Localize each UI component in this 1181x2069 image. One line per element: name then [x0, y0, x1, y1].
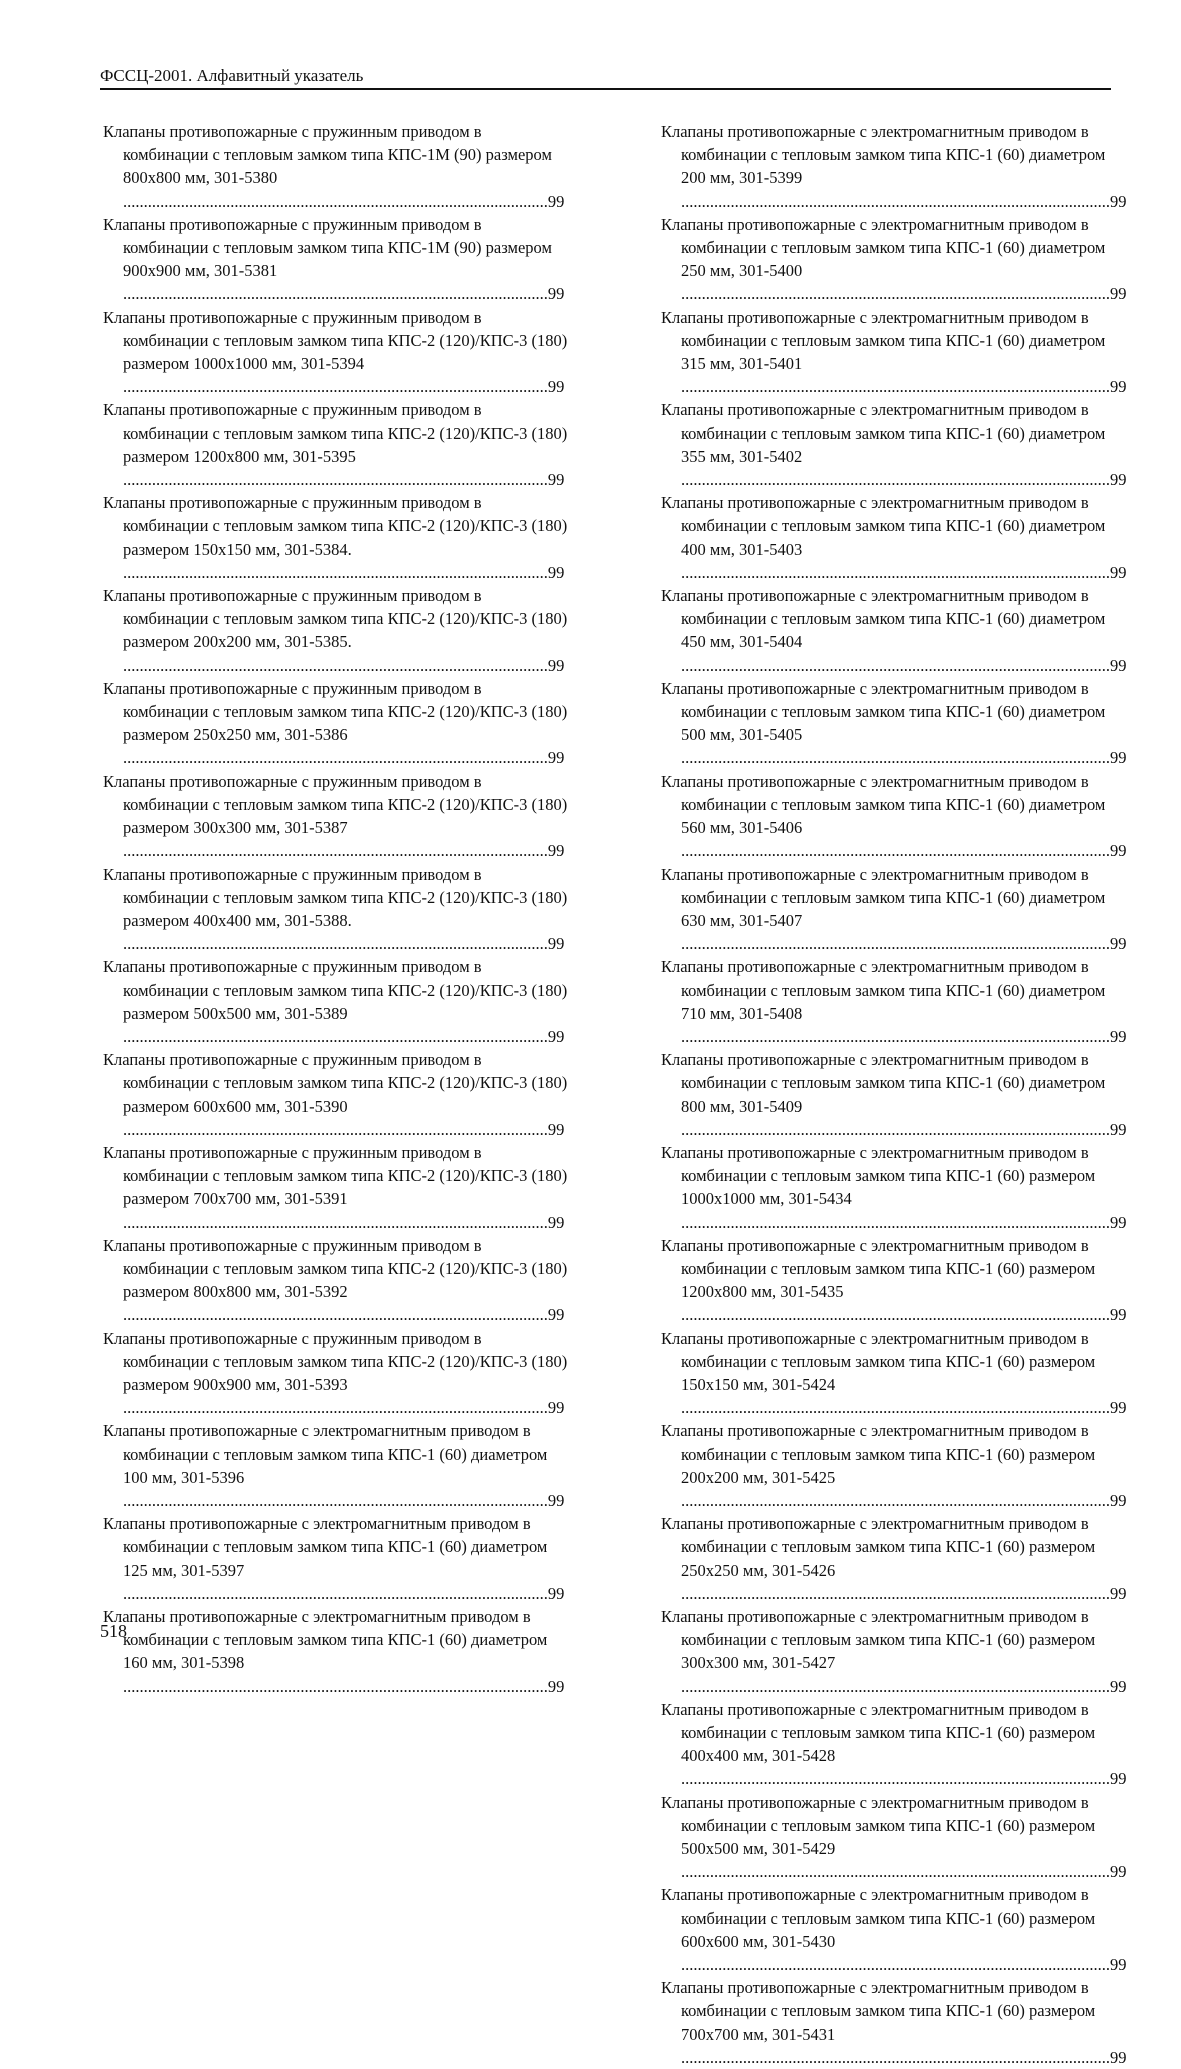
index-entry — [103, 213, 569, 306]
index-entry — [103, 1605, 569, 1698]
index-entry — [103, 1141, 569, 1234]
index-entry-text: Клапаны противопожарные с пружинным приводом в комбинации с тепловым замком типа КПС-2 (120)/КПС-3 (180) размером 800х800 мм, 301-5392 — [103, 1235, 568, 1302]
dot-leader: ....................................................................................................... — [123, 1398, 548, 1418]
index-entry-page: 99 — [1110, 1212, 1127, 1232]
index-entry-page: 99 — [1110, 1955, 1127, 1975]
index-entry-text: Клапаны противопожарные с электромагнитным приводом в комбинации с тепловым замком типа КПС-1 (60) диаметром 160 мм, 301-5398 — [103, 1607, 548, 1673]
index-entry-text: Клапаны противопожарные с пружинным приводом в комбинации с тепловым замком типа КПС-2 (120)/КПС-3 (180) размером 1000х1000 мм, 301-5394 — [103, 307, 568, 374]
index-entry-text: Клапаны противопожарные с пружинным приводом в комбинации с тепловым замком типа КПС-1М (90) размером 900х900 мм, 301-5381 — [103, 214, 552, 281]
dot-leader: ....................................................................................................... — [123, 1676, 548, 1696]
index-entry — [103, 306, 569, 399]
index-entry-page: 99 — [547, 655, 565, 675]
index-entry — [103, 491, 569, 584]
index-entry-text: Клапаны противопожарные с пружинным приводом в комбинации с тепловым замком типа КПС-2 (120)/КПС-3 (180) размером 600х600 мм, 301-5390 — [103, 1050, 568, 1116]
index-entry-text: Клапаны противопожарные с пружинным приводом в комбинации с тепловым замком типа КПС-2 (120)/КПС-3 (180) размером 700х700 мм, 301-5391 — [103, 1142, 568, 1209]
dot-leader: ....................................................................................................... — [123, 1212, 548, 1232]
index-entry-page: 99 — [1110, 284, 1127, 304]
index-entry-page: 99 — [1110, 1769, 1127, 1789]
index-entry-page: 99 — [1110, 1398, 1127, 1418]
index-entry-page: 99 — [547, 841, 565, 861]
index-entry-text: Клапаны противопожарные с пружинным приводом в комбинации с тепловым замком типа КПС-2 (120)/КПС-3 (180) размером 500х500 мм, 301-5389 — [103, 957, 568, 1023]
index-entry — [661, 1512, 1131, 1605]
index-entry-text: Клапаны противопожарные с электромагнитным приводом в комбинации с тепловым замком типа КПС-1 (60) диаметром 355 мм, 301-5402 — [661, 400, 1106, 466]
index-entry — [661, 398, 1131, 491]
index-entry — [661, 1419, 1131, 1512]
index-entry-text: Клапаны противопожарные с электромагнитным приводом в комбинации с тепловым замком типа КПС-1 (60) диаметром 710 мм, 301-5408 — [661, 957, 1106, 1023]
index-entry-page: 99 — [547, 562, 565, 582]
dot-leader: ....................................................................................................... — [123, 1026, 548, 1046]
index-entry — [103, 1419, 569, 1512]
index-entry-page: 99 — [547, 1212, 565, 1232]
index-entry-page: 99 — [547, 1305, 565, 1325]
dot-leader: ....................................................................................................... — [123, 1305, 548, 1325]
index-entry — [661, 1883, 1131, 1976]
index-entry-text: Клапаны противопожарные с пружинным приводом в комбинации с тепловым замком типа КПС-1М (90) размером 800х800 мм, 301-5380 — [103, 122, 552, 188]
index-entry-page: 99 — [1110, 655, 1127, 675]
index-entry — [103, 955, 569, 1048]
dot-leader: ........................................................................................................ — [681, 841, 1110, 861]
index-entry-text: Клапаны противопожарные с электромагнитным приводом в комбинации с тепловым замком типа КПС-1 (60) диаметром 800 мм, 301-5409 — [661, 1050, 1106, 1116]
index-entry — [103, 398, 569, 491]
index-entry-text: Клапаны противопожарные с электромагнитным приводом в комбинации с тепловым замком типа КПС-1 (60) размером 600х600 мм, 301-5430 — [661, 1885, 1096, 1951]
index-entry-text: Клапаны противопожарные с электромагнитным приводом в комбинации с тепловым замком типа КПС-1 (60) размером 200х200 мм, 301-5425 — [661, 1421, 1096, 1487]
dot-leader: ........................................................................................................ — [681, 1398, 1110, 1418]
index-entry — [661, 1605, 1131, 1698]
dot-leader: ........................................................................................................ — [681, 562, 1110, 582]
index-entry-page: 99 — [547, 748, 565, 768]
dot-leader: ........................................................................................................ — [681, 1305, 1110, 1325]
index-entry-text: Клапаны противопожарные с электромагнитным приводом в комбинации с тепловым замком типа КПС-1 (60) диаметром 100 мм, 301-5396 — [103, 1421, 548, 1487]
index-entry-text: Клапаны противопожарные с электромагнитным приводом в комбинации с тепловым замком типа КПС-1 (60) диаметром 630 мм, 301-5407 — [661, 864, 1106, 930]
dot-leader: ....................................................................................................... — [123, 655, 548, 675]
index-entry — [661, 1048, 1131, 1141]
index-entry-text: Клапаны противопожарные с электромагнитным приводом в комбинации с тепловым замком типа КПС-1 (60) размером 1000х1000 мм, 301-5434 — [661, 1142, 1096, 1209]
index-entry-page: 99 — [1110, 470, 1127, 490]
index-entry-page: 99 — [547, 1398, 565, 1418]
index-entry — [661, 1141, 1131, 1234]
index-entry — [661, 120, 1131, 213]
index-entry-text: Клапаны противопожарные с электромагнитным приводом в комбинации с тепловым замком типа КПС-1 (60) размером 500х500 мм, 301-5429 — [661, 1792, 1096, 1859]
index-entry-text: Клапаны противопожарные с электромагнитным приводом в комбинации с тепловым замком типа КПС-1 (60) размером 150х150 мм, 301-5424 — [661, 1328, 1096, 1394]
dot-leader: ........................................................................................................ — [681, 1769, 1110, 1789]
index-entry-page: 99 — [547, 470, 565, 490]
index-entry-page: 99 — [547, 284, 565, 304]
index-entry — [661, 584, 1131, 677]
index-entry — [103, 677, 569, 770]
index-entry-text: Клапаны противопожарные с пружинным приводом в комбинации с тепловым замком типа КПС-2 (120)/КПС-3 (180) размером 900х900 мм, 301-5393 — [103, 1328, 568, 1394]
index-entry-text: Клапаны противопожарные с электромагнитным приводом в комбинации с тепловым замком типа КПС-1 (60) размером 700х700 мм, 301-5431 — [661, 1978, 1096, 2044]
index-entry — [103, 1327, 569, 1420]
index-column-right — [661, 120, 1131, 2069]
index-entry-page: 99 — [1110, 1862, 1127, 1882]
index-entry-text: Клапаны противопожарные с электромагнитным приводом в комбинации с тепловым замком типа КПС-1 (60) диаметром 315 мм, 301-5401 — [661, 307, 1106, 374]
dot-leader: ........................................................................................................ — [681, 191, 1110, 211]
header-title: ФССЦ-2001. Алфавитный указатель — [100, 66, 364, 85]
dot-leader: ....................................................................................................... — [123, 377, 548, 397]
index-entry-page: 99 — [547, 377, 565, 397]
index-entry — [103, 1234, 569, 1327]
index-entry — [661, 770, 1131, 863]
dot-leader: ........................................................................................................ — [681, 655, 1110, 675]
index-entry — [103, 584, 569, 677]
index-entry — [661, 306, 1131, 399]
index-entry-page: 99 — [1110, 1583, 1127, 1603]
dot-leader: ........................................................................................................ — [681, 1212, 1110, 1232]
index-entry-page: 99 — [547, 1676, 565, 1696]
dot-leader: ........................................................................................................ — [681, 1676, 1110, 1696]
dot-leader: ....................................................................................................... — [123, 841, 548, 861]
index-entry — [661, 1327, 1131, 1420]
index-entry-page: 99 — [547, 1119, 565, 1139]
index-entry-text: Клапаны противопожарные с электромагнитным приводом в комбинации с тепловым замком типа КПС-1 (60) размером 1200х800 мм, 301-5435 — [661, 1235, 1096, 1302]
index-entry-text: Клапаны противопожарные с электромагнитным приводом в комбинации с тепловым замком типа КПС-1 (60) размером 250х250 мм, 301-5426 — [661, 1514, 1096, 1580]
index-entry-page: 99 — [1110, 1026, 1127, 1046]
index-entry-page: 99 — [1110, 841, 1127, 861]
index-column-left — [103, 120, 569, 1698]
index-entry — [661, 213, 1131, 306]
index-entry-text: Клапаны противопожарные с электромагнитным приводом в комбинации с тепловым замком типа КПС-1 (60) диаметром 250 мм, 301-5400 — [661, 214, 1106, 281]
dot-leader: ....................................................................................................... — [123, 284, 548, 304]
dot-leader: ........................................................................................................ — [681, 934, 1110, 954]
dot-leader: ....................................................................................................... — [123, 1490, 548, 1510]
index-entry — [103, 120, 569, 213]
page-number: 518 — [100, 1621, 127, 1641]
index-entry-page: 99 — [1110, 562, 1127, 582]
index-entry-page: 99 — [1110, 1305, 1127, 1325]
index-entry-page: 99 — [547, 1026, 565, 1046]
index-entry — [661, 1976, 1131, 2069]
dot-leader: ........................................................................................................ — [681, 1026, 1110, 1046]
index-entry-page: 99 — [1110, 934, 1127, 954]
index-entry-page: 99 — [1110, 1676, 1127, 1696]
dot-leader: ........................................................................................................ — [681, 1490, 1110, 1510]
dot-leader: ....................................................................................................... — [123, 470, 548, 490]
index-entry-page: 99 — [1110, 1490, 1127, 1510]
index-entry — [661, 1791, 1131, 1884]
index-entry-page: 99 — [547, 1490, 565, 1510]
index-entry-page: 99 — [1110, 2047, 1127, 2067]
index-entry-page: 99 — [547, 191, 565, 211]
index-entry — [103, 1048, 569, 1141]
index-entry-text: Клапаны противопожарные с электромагнитным приводом в комбинации с тепловым замком типа КПС-1 (60) диаметром 400 мм, 301-5403 — [661, 493, 1106, 559]
index-entry-text: Клапаны противопожарные с электромагнитным приводом в комбинации с тепловым замком типа КПС-1 (60) диаметром 450 мм, 301-5404 — [661, 586, 1106, 652]
index-entry-text: Клапаны противопожарные с пружинным приводом в комбинации с тепловым замком типа КПС-2 (120)/КПС-3 (180) размером 250х250 мм, 301-5386 — [103, 678, 568, 745]
index-entry-text: Клапаны противопожарные с пружинным приводом в комбинации с тепловым замком типа КПС-2 (120)/КПС-3 (180) размером 400х400 мм, 301-5388. — [103, 864, 568, 930]
index-entry — [103, 1512, 569, 1605]
dot-leader: ........................................................................................................ — [681, 1583, 1110, 1603]
dot-leader: ........................................................................................................ — [681, 284, 1110, 304]
dot-leader: ........................................................................................................ — [681, 1119, 1110, 1139]
index-entry-text: Клапаны противопожарные с электромагнитным приводом в комбинации с тепловым замком типа КПС-1 (60) диаметром 125 мм, 301-5397 — [103, 1514, 548, 1580]
index-entry-page: 99 — [1110, 748, 1127, 768]
index-entry-text: Клапаны противопожарные с пружинным приводом в комбинации с тепловым замком типа КПС-2 (120)/КПС-3 (180) размером 200х200 мм, 301-5385. — [103, 586, 568, 652]
page-header — [100, 66, 1111, 90]
index-entry-text: Клапаны противопожарные с электромагнитным приводом в комбинации с тепловым замком типа КПС-1 (60) размером 300х300 мм, 301-5427 — [661, 1607, 1096, 1673]
index-entry — [661, 955, 1131, 1048]
index-entry-text: Клапаны противопожарные с пружинным приводом в комбинации с тепловым замком типа КПС-2 (120)/КПС-3 (180) размером 1200х800 мм, 301-5395 — [103, 400, 568, 466]
index-entry-text: Клапаны противопожарные с электромагнитным приводом в комбинации с тепловым замком типа КПС-1 (60) размером 400х400 мм, 301-5428 — [661, 1699, 1096, 1766]
dot-leader: ........................................................................................................ — [681, 748, 1110, 768]
dot-leader: ........................................................................................................ — [681, 1862, 1110, 1882]
dot-leader: ....................................................................................................... — [123, 1583, 548, 1603]
dot-leader: ....................................................................................................... — [123, 748, 548, 768]
dot-leader: ........................................................................................................ — [681, 2047, 1110, 2067]
index-entry — [661, 491, 1131, 584]
index-entry-page: 99 — [1110, 1119, 1127, 1139]
index-entry-page: 99 — [547, 934, 565, 954]
index-entry-text: Клапаны противопожарные с электромагнитным приводом в комбинации с тепловым замком типа КПС-1 (60) диаметром 560 мм, 301-5406 — [661, 771, 1106, 838]
index-entry — [661, 677, 1131, 770]
index-entry — [103, 770, 569, 863]
index-entry — [103, 863, 569, 956]
dot-leader: ....................................................................................................... — [123, 191, 548, 211]
dot-leader: ........................................................................................................ — [681, 470, 1110, 490]
index-entry-page: 99 — [1110, 191, 1127, 211]
index-entry-text: Клапаны противопожарные с пружинным приводом в комбинации с тепловым замком типа КПС-2 (120)/КПС-3 (180) размером 150х150 мм, 301-5384. — [103, 493, 568, 559]
dot-leader: ....................................................................................................... — [123, 934, 548, 954]
index-entry — [661, 863, 1131, 956]
dot-leader: ........................................................................................................ — [681, 1955, 1110, 1975]
dot-leader: ........................................................................................................ — [681, 377, 1110, 397]
index-entry-text: Клапаны противопожарные с электромагнитным приводом в комбинации с тепловым замком типа КПС-1 (60) диаметром 500 мм, 301-5405 — [661, 678, 1106, 745]
index-entry-page: 99 — [547, 1583, 565, 1603]
index-entry-text: Клапаны противопожарные с пружинным приводом в комбинации с тепловым замком типа КПС-2 (120)/КПС-3 (180) размером 300х300 мм, 301-5387 — [103, 771, 568, 838]
index-entry-text: Клапаны противопожарные с электромагнитным приводом в комбинации с тепловым замком типа КПС-1 (60) диаметром 200 мм, 301-5399 — [661, 122, 1106, 188]
dot-leader: ....................................................................................................... — [123, 562, 548, 582]
index-entry-page: 99 — [1110, 377, 1127, 397]
dot-leader: ....................................................................................................... — [123, 1119, 548, 1139]
index-entry — [661, 1234, 1131, 1327]
